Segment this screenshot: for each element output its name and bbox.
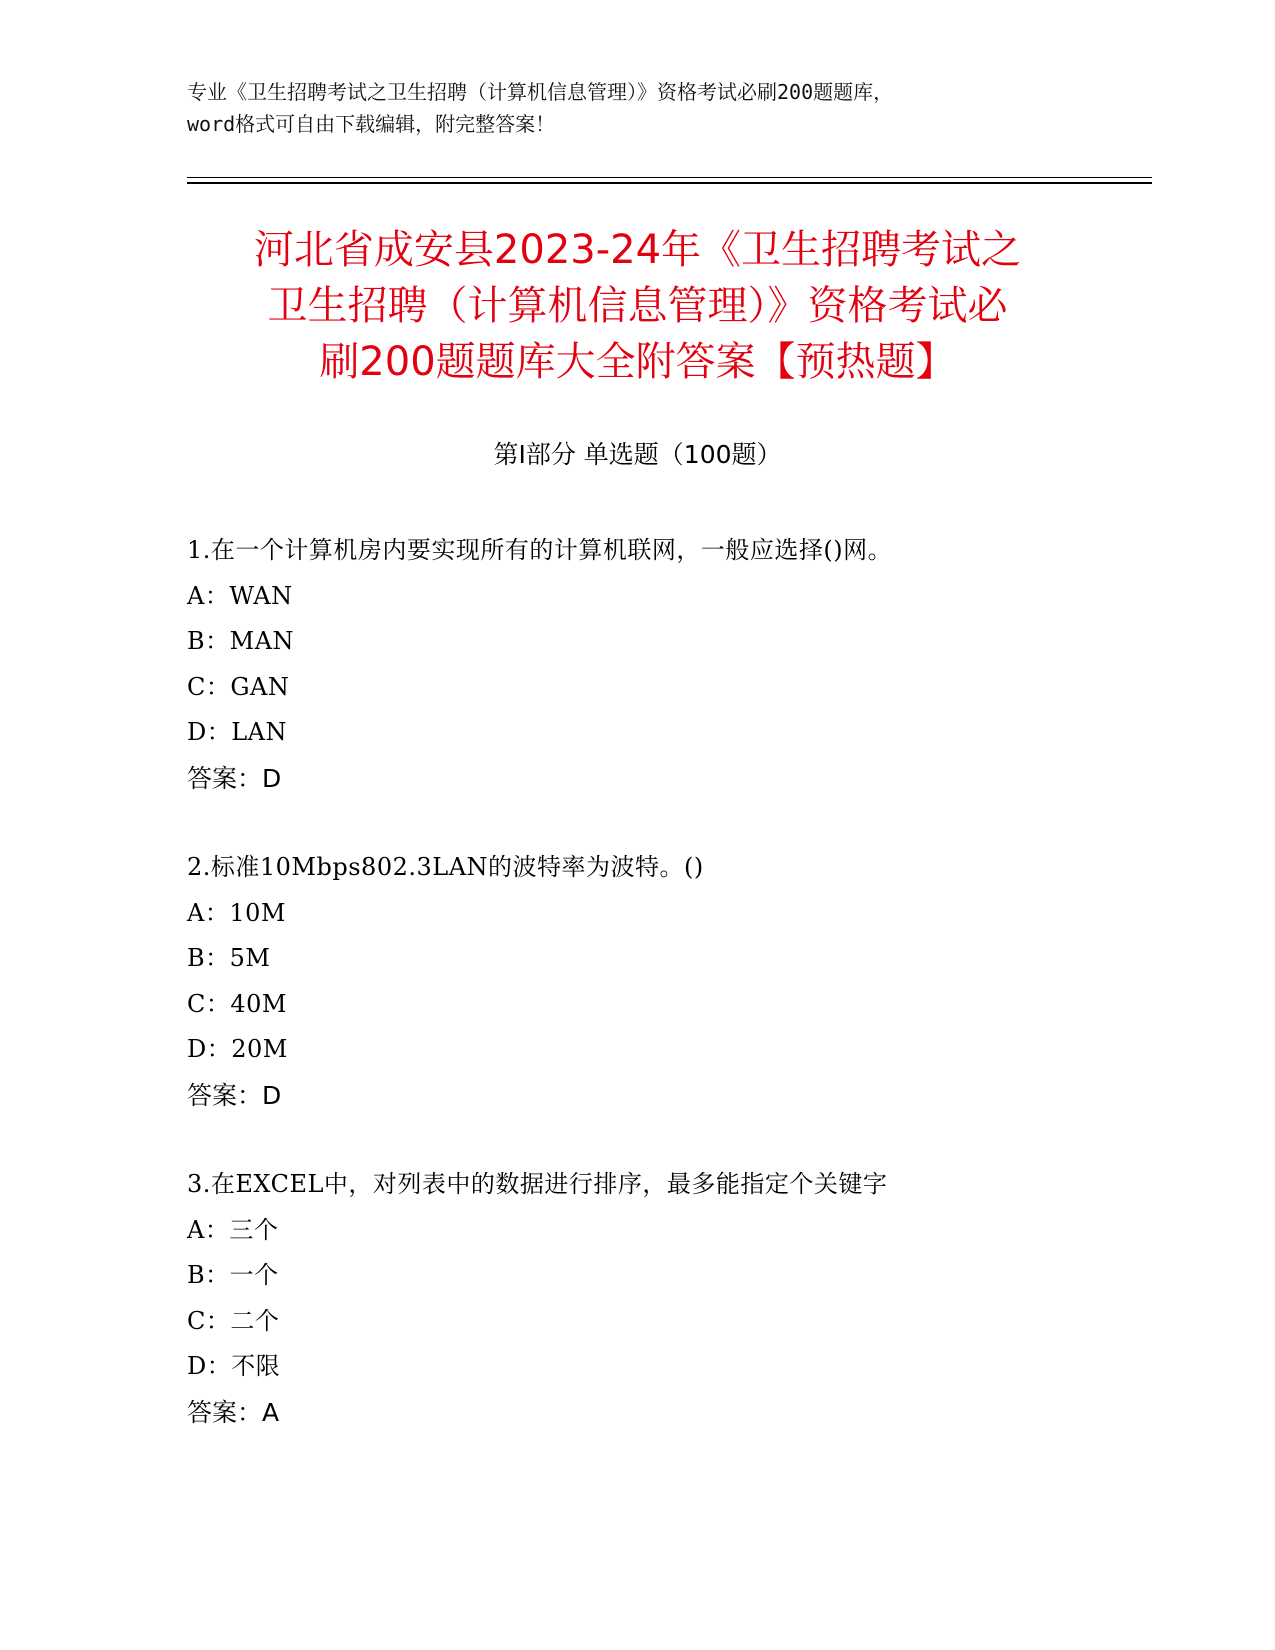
option-a: A：WAN (187, 581, 293, 610)
option-d: D：20M (187, 1035, 288, 1063)
document-title-line-3: 刷200题题库大全附答案【预热题】 (319, 339, 956, 385)
question-1 (187, 528, 1127, 801)
option-c: C：40M (187, 989, 287, 1018)
option-d: D：不限 (187, 1352, 281, 1380)
question-stem: 3.在EXCEL中，对列表中的数据进行排序，最多能指定个关键字 (187, 1170, 888, 1198)
question-3 (187, 1162, 1127, 1435)
option-b: B：一个 (187, 1261, 279, 1289)
document-title-line-1: 河北省成安县2023-24年《卫生招聘考试之 (253, 227, 1022, 273)
option-b: B：MAN (187, 627, 295, 655)
header-divider-thin (187, 177, 1152, 178)
answer: 答案：D (187, 763, 282, 793)
question-stem: 1.在一个计算机房内要实现所有的计算机联网，一般应选择()网。 (187, 536, 893, 564)
option-c: C：GAN (187, 672, 290, 701)
header-note-line-1: 专业《卫生招聘考试之卫生招聘（计算机信息管理）》资格考试必刷200题题库， (187, 80, 894, 104)
header-note (187, 76, 1087, 140)
question-list (187, 528, 1127, 1479)
answer: 答案：A (187, 1397, 280, 1427)
document-title-line-2: 卫生招聘（计算机信息管理）》资格考试必 (267, 283, 1008, 329)
option-d: D：LAN (187, 718, 288, 746)
option-a: A：三个 (187, 1215, 279, 1244)
header-divider-thick (187, 182, 1152, 184)
answer: 答案：D (187, 1080, 282, 1110)
option-b: B：5M (187, 944, 271, 972)
option-a: A：10M (187, 898, 286, 927)
document-title (160, 222, 1115, 390)
header-note-line-2: word格式可自由下载编辑，附完整答案！ (187, 112, 556, 136)
option-c: C：二个 (187, 1306, 280, 1335)
question-stem: 2.标准10Mbps802.3LAN的波特率为波特。() (187, 853, 704, 881)
section-title: 第Ⅰ部分 单选题（100题） (493, 440, 782, 469)
question-2 (187, 845, 1127, 1118)
